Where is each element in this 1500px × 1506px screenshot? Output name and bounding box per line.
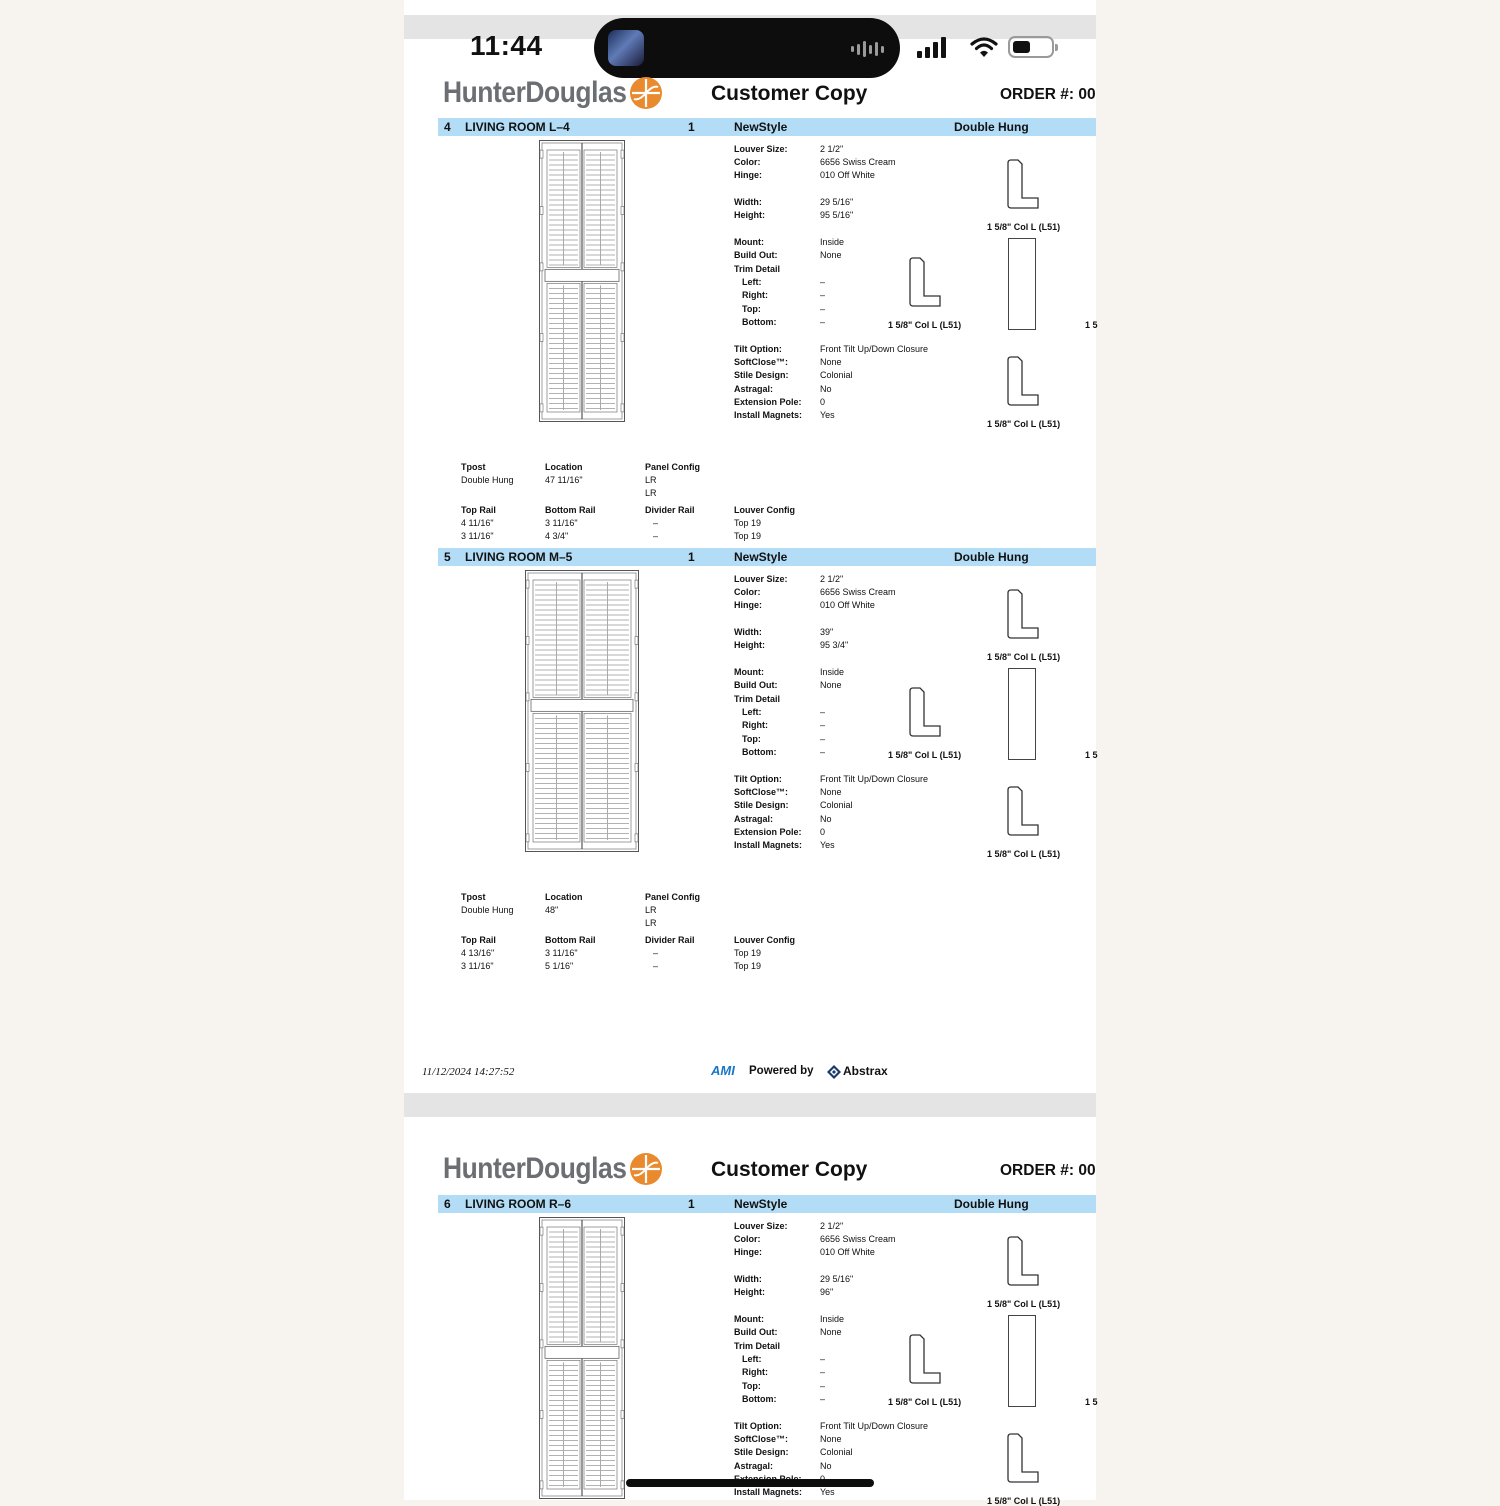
spec-label-top: Top: xyxy=(742,1381,761,1391)
spec-label-trim-detail: Trim Detail xyxy=(734,264,781,274)
spec-value-trim-right: – xyxy=(820,1367,826,1377)
spec-label-hinge: Hinge: xyxy=(734,170,762,180)
spec-label-stile-design: Stile Design: xyxy=(734,1447,789,1457)
profile-top-icon xyxy=(1004,1235,1044,1292)
spec-label-color: Color: xyxy=(734,587,761,597)
panel-config-value: LR xyxy=(645,918,657,928)
spec-label-softclose: SoftClose™: xyxy=(734,357,788,367)
louver-config-value: Top 19 xyxy=(734,948,762,958)
panel-config-header: Panel Config xyxy=(645,892,701,902)
spec-value-width: 29 5/16" xyxy=(820,1274,854,1284)
spec-value-softclose: None xyxy=(820,357,842,367)
spec-value-trim-right: – xyxy=(820,720,826,730)
spec-value-trim-top: – xyxy=(820,1381,826,1391)
profile-bottom-icon xyxy=(1004,1432,1044,1489)
spec-value-softclose: None xyxy=(820,787,842,797)
spec-label-color: Color: xyxy=(734,1234,761,1244)
spec-value-color: 6656 Swiss Cream xyxy=(820,587,896,597)
bottom-rail-value: 3 11/16" xyxy=(545,948,578,958)
spec-value-trim-bottom: – xyxy=(820,317,826,327)
spec-label-height: Height: xyxy=(734,1287,765,1297)
profile-bottom-label: 1 5/8" Col L (L51) xyxy=(987,849,1061,859)
spec-value-width: 39" xyxy=(820,627,834,637)
item-quantity: 1 xyxy=(688,120,695,134)
spec-label-louver-size: Louver Size: xyxy=(734,1221,788,1231)
ami-logo: AMI xyxy=(711,1063,735,1078)
spec-value-install-magnets: Yes xyxy=(820,840,835,850)
item-type: Double Hung xyxy=(954,550,1029,564)
louver-config-value: Top 19 xyxy=(734,518,762,528)
profile-center-frame-icon xyxy=(1008,1315,1036,1407)
hunter-douglas-logo: HunterDouglas xyxy=(443,76,627,109)
spec-value-stile-design: Colonial xyxy=(820,370,853,380)
abstrax-logo-text: Abstrax xyxy=(843,1064,888,1078)
spec-label-left: Left: xyxy=(742,1354,762,1364)
spec-value-trim-right: – xyxy=(820,290,826,300)
spec-value-stile-design: Colonial xyxy=(820,1447,853,1457)
profile-bottom-label: 1 5/8" Col L (L51) xyxy=(987,1496,1061,1506)
divider-rail-value: – xyxy=(653,961,659,971)
item-number: 5 xyxy=(444,550,451,564)
spec-label-width: Width: xyxy=(734,1274,762,1284)
profile-cut-label: 1 5 xyxy=(1085,320,1098,330)
top-rail-value: 4 13/16" xyxy=(461,948,495,958)
spec-label-softclose: SoftClose™: xyxy=(734,787,788,797)
spec-label-trim-detail: Trim Detail xyxy=(734,1341,781,1351)
spec-value-trim-bottom: – xyxy=(820,1394,826,1404)
spec-label-mount: Mount: xyxy=(734,667,764,677)
item-style: NewStyle xyxy=(734,1197,788,1211)
spec-label-top: Top: xyxy=(742,304,761,314)
spec-label-right: Right: xyxy=(742,1367,768,1377)
spec-value-extension-pole: 0 xyxy=(820,827,826,837)
profile-top-label: 1 5/8" Col L (L51) xyxy=(987,222,1061,232)
spec-value-astragal: No xyxy=(820,814,832,824)
page-title: Customer Copy xyxy=(711,1158,868,1181)
spec-label-mount: Mount: xyxy=(734,237,764,247)
profile-side-label: 1 5/8" Col L (L51) xyxy=(888,750,962,760)
spec-value-trim-left: – xyxy=(820,277,826,287)
spec-label-top: Top: xyxy=(742,734,761,744)
louver-config-header: Louver Config xyxy=(734,935,795,945)
item-number: 4 xyxy=(444,120,451,134)
spec-value-trim-left: – xyxy=(820,707,826,717)
spec-label-mount: Mount: xyxy=(734,1314,764,1324)
order-number: ORDER #: 00 xyxy=(1000,1162,1096,1179)
spec-label-width: Width: xyxy=(734,627,762,637)
page-title: Customer Copy xyxy=(711,82,868,105)
spec-label-bottom: Bottom: xyxy=(742,317,777,327)
item-style: NewStyle xyxy=(734,550,788,564)
top-rail-value: 3 11/16" xyxy=(461,961,494,971)
item-number: 6 xyxy=(444,1197,451,1211)
spec-label-trim-detail: Trim Detail xyxy=(734,694,781,704)
spec-label-astragal: Astragal: xyxy=(734,384,774,394)
spec-label-color: Color: xyxy=(734,157,761,167)
spec-value-tilt-option: Front Tilt Up/Down Closure xyxy=(820,344,929,354)
profile-side-label: 1 5/8" Col L (L51) xyxy=(888,1397,962,1407)
spec-label-right: Right: xyxy=(742,290,768,300)
spec-label-softclose: SoftClose™: xyxy=(734,1434,788,1444)
spec-label-left: Left: xyxy=(742,277,762,287)
spec-value-width: 29 5/16" xyxy=(820,197,854,207)
spec-value-mount: Inside xyxy=(820,667,845,677)
spec-value-build-out: None xyxy=(820,250,842,260)
top-rail-value: 3 11/16" xyxy=(461,531,494,541)
print-timestamp: 11/12/2024 14:27:52 xyxy=(422,1066,515,1078)
spec-label-install-magnets: Install Magnets: xyxy=(734,840,803,850)
item-room: LIVING ROOM R–6 xyxy=(465,1197,572,1211)
profile-top-label: 1 5/8" Col L (L51) xyxy=(987,1299,1061,1309)
spec-label-bottom: Bottom: xyxy=(742,747,777,757)
panel-config-header: Panel Config xyxy=(645,462,701,472)
item-quantity: 1 xyxy=(688,550,695,564)
divider-rail-value: – xyxy=(653,531,659,541)
spec-label-tilt-option: Tilt Option: xyxy=(734,344,782,354)
spec-value-tilt-option: Front Tilt Up/Down Closure xyxy=(820,774,929,784)
location-value: 47 11/16" xyxy=(545,475,583,485)
location-value: 48" xyxy=(545,905,559,915)
spec-label-build-out: Build Out: xyxy=(734,250,778,260)
louver-config-value: Top 19 xyxy=(734,961,762,971)
louver-config-header: Louver Config xyxy=(734,505,795,515)
bottom-rail-value: 3 11/16" xyxy=(545,518,578,528)
spec-label-bottom: Bottom: xyxy=(742,1394,777,1404)
spec-value-color: 6656 Swiss Cream xyxy=(820,1234,896,1244)
spec-value-build-out: None xyxy=(820,680,842,690)
spec-label-install-magnets: Install Magnets: xyxy=(734,410,803,420)
phone-screen[interactable] xyxy=(404,0,1098,1506)
top-rail-header: Top Rail xyxy=(461,505,496,515)
louver-config-value: Top 19 xyxy=(734,531,762,541)
spec-value-louver-size: 2 1/2" xyxy=(820,144,844,154)
divider-rail-value: – xyxy=(653,948,659,958)
spec-value-install-magnets: Yes xyxy=(820,1487,835,1497)
spec-label-extension-pole: Extension Pole: xyxy=(734,397,802,407)
profile-bottom-label: 1 5/8" Col L (L51) xyxy=(987,419,1061,429)
bottom-rail-header: Bottom Rail xyxy=(545,935,596,945)
spec-value-height: 95 3/4" xyxy=(820,640,849,650)
spec-value-trim-top: – xyxy=(820,734,826,744)
spec-label-height: Height: xyxy=(734,210,765,220)
spec-value-louver-size: 2 1/2" xyxy=(820,574,844,584)
spec-label-build-out: Build Out: xyxy=(734,1327,778,1337)
tpost-header: Tpost xyxy=(461,462,486,472)
spec-label-hinge: Hinge: xyxy=(734,1247,762,1257)
item-style: NewStyle xyxy=(734,120,788,134)
spec-value-color: 6656 Swiss Cream xyxy=(820,157,896,167)
bottom-rail-value: 4 3/4" xyxy=(545,531,569,541)
item-header-row[interactable] xyxy=(438,1195,1096,1213)
order-number: ORDER #: 00 xyxy=(1000,86,1096,103)
spec-label-astragal: Astragal: xyxy=(734,814,774,824)
panel-config-value: LR xyxy=(645,488,657,498)
tpost-value: Double Hung xyxy=(461,905,514,915)
spec-label-astragal: Astragal: xyxy=(734,1461,774,1471)
shutter-drawing xyxy=(539,1217,625,1504)
panel-config-value: LR xyxy=(645,475,657,485)
spec-value-height: 95 5/16" xyxy=(820,210,854,220)
spec-value-build-out: None xyxy=(820,1327,842,1337)
profile-cut-label: 1 5 xyxy=(1085,1397,1098,1407)
tpost-header: Tpost xyxy=(461,892,486,902)
hunter-douglas-logo: HunterDouglas xyxy=(443,1152,627,1185)
abstrax-logo-icon xyxy=(826,1064,842,1080)
spec-value-hinge: 010 Off White xyxy=(820,170,875,180)
spec-label-tilt-option: Tilt Option: xyxy=(734,774,782,784)
spec-value-mount: Inside xyxy=(820,237,845,247)
bottom-rail-header: Bottom Rail xyxy=(545,505,596,515)
spec-label-louver-size: Louver Size: xyxy=(734,144,788,154)
spec-label-width: Width: xyxy=(734,197,762,207)
bottom-rail-value: 5 1/16" xyxy=(545,961,574,971)
top-rail-header: Top Rail xyxy=(461,935,496,945)
spec-value-mount: Inside xyxy=(820,1314,845,1324)
top-rail-value: 4 11/16" xyxy=(461,518,494,528)
order-item xyxy=(404,0,1098,1506)
item-room: LIVING ROOM M–5 xyxy=(465,550,573,564)
spec-value-hinge: 010 Off White xyxy=(820,600,875,610)
spec-value-height: 96" xyxy=(820,1287,834,1297)
spec-label-right: Right: xyxy=(742,720,768,730)
spec-label-tilt-option: Tilt Option: xyxy=(734,1421,782,1431)
profile-side-label: 1 5/8" Col L (L51) xyxy=(888,320,962,330)
status-time: 11:44 xyxy=(470,30,543,61)
spec-value-trim-bottom: – xyxy=(820,747,826,757)
spec-value-tilt-option: Front Tilt Up/Down Closure xyxy=(820,1421,929,1431)
item-room: LIVING ROOM L–4 xyxy=(465,120,570,134)
divider-rail-header: Divider Rail xyxy=(645,505,695,515)
spec-label-hinge: Hinge: xyxy=(734,600,762,610)
location-header: Location xyxy=(545,462,583,472)
spec-label-stile-design: Stile Design: xyxy=(734,370,789,380)
spec-value-louver-size: 2 1/2" xyxy=(820,1221,844,1231)
item-type: Double Hung xyxy=(954,1197,1029,1211)
spec-value-trim-top: – xyxy=(820,304,826,314)
spec-label-install-magnets: Install Magnets: xyxy=(734,1487,803,1497)
powered-by-text: Powered by xyxy=(749,1065,814,1077)
spec-value-astragal: No xyxy=(820,384,832,394)
divider-rail-header: Divider Rail xyxy=(645,935,695,945)
item-type: Double Hung xyxy=(954,120,1029,134)
divider-rail-value: – xyxy=(653,518,659,528)
spec-label-stile-design: Stile Design: xyxy=(734,800,789,810)
tpost-value: Double Hung xyxy=(461,475,514,485)
spec-value-astragal: No xyxy=(820,1461,832,1471)
profile-top-label: 1 5/8" Col L (L51) xyxy=(987,652,1061,662)
profile-side-icon xyxy=(906,1333,946,1390)
spec-label-build-out: Build Out: xyxy=(734,680,778,690)
location-header: Location xyxy=(545,892,583,902)
spec-value-install-magnets: Yes xyxy=(820,410,835,420)
item-quantity: 1 xyxy=(688,1197,695,1211)
spec-label-extension-pole: Extension Pole: xyxy=(734,827,802,837)
spec-value-trim-left: – xyxy=(820,1354,826,1364)
profile-cut-label: 1 5 xyxy=(1085,750,1098,760)
spec-label-left: Left: xyxy=(742,707,762,717)
spec-value-hinge: 010 Off White xyxy=(820,1247,875,1257)
panel-config-value: LR xyxy=(645,905,657,915)
home-indicator[interactable] xyxy=(626,1479,874,1487)
spec-label-height: Height: xyxy=(734,640,765,650)
spec-value-softclose: None xyxy=(820,1434,842,1444)
spec-value-stile-design: Colonial xyxy=(820,800,853,810)
spec-label-louver-size: Louver Size: xyxy=(734,574,788,584)
spec-value-extension-pole: 0 xyxy=(820,397,826,407)
